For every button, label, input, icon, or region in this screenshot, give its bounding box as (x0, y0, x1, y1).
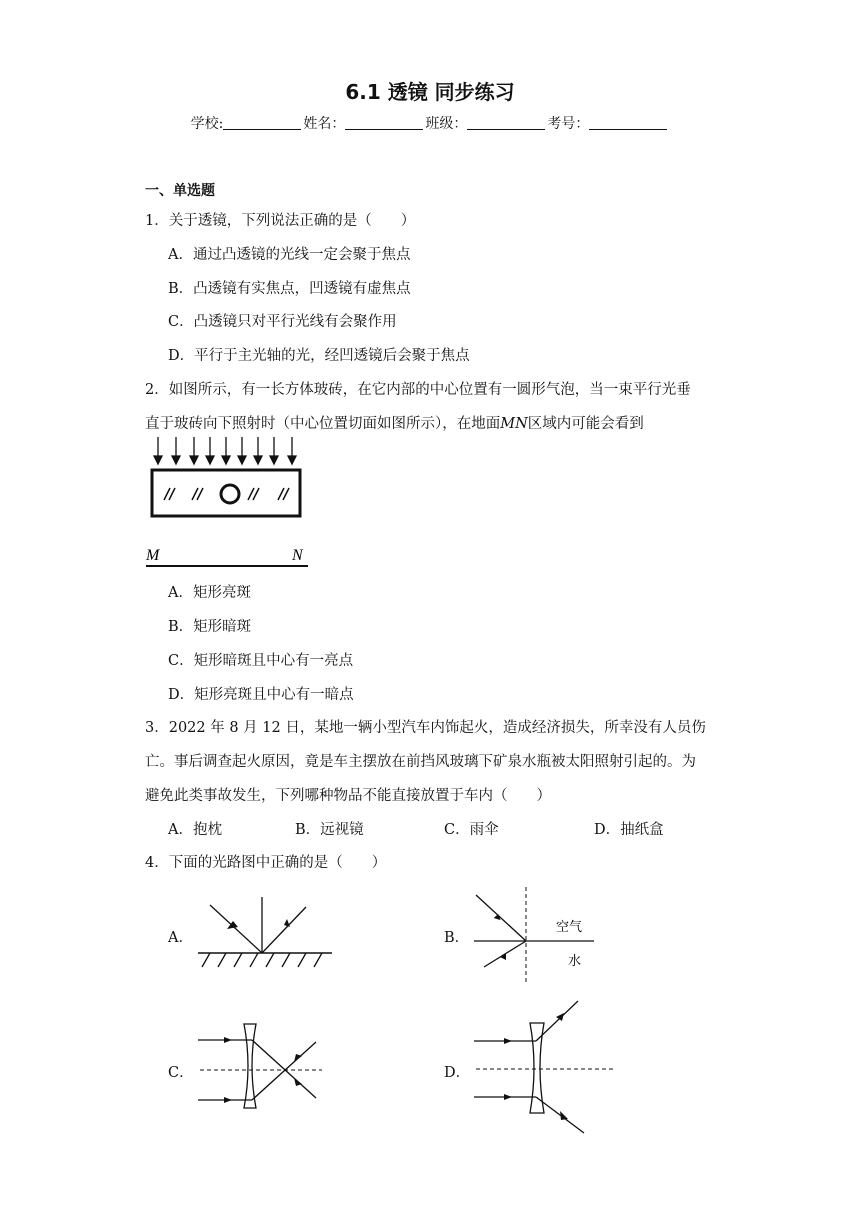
figure-b-refraction (470, 885, 600, 985)
figure-d-concave-lens (472, 995, 622, 1137)
question-4-option-b-label: B． (444, 930, 470, 946)
question-1-stem: 1．关于透镜，下列说法正确的是（ ） (145, 213, 416, 229)
concave-lens (244, 1024, 256, 1108)
mirror-hatch (202, 953, 322, 967)
glass-hatch-marks (164, 488, 289, 500)
question-4-option-a-label: A． (168, 930, 193, 946)
question-3-option-d: D．抽纸盒 (594, 822, 664, 838)
parallel-light-arrows (154, 437, 296, 464)
question-3-option-c: C．雨伞 (444, 822, 499, 838)
school-blank (223, 115, 301, 130)
class-label: 班级： (425, 116, 468, 132)
question-3-stem-line1: 3．2022 年 8 月 12 日，某地一辆小型汽车内饰起火，造成经济损失，所幸没有人员伤 (145, 720, 706, 736)
question-1-option-a: A．通过凸透镜的光线一定会聚于焦点 (168, 247, 411, 263)
page-title: 6.1 透镜 同步练习 (345, 80, 515, 104)
question-1-option-d: D．平行于主光轴的光，经凹透镜后会聚于焦点 (168, 348, 470, 364)
question-3-option-a: A．抱枕 (168, 822, 222, 838)
question-3-stem-line3: 避免此类事故发生，下列哪种物品不能直接放置于车内（ ） (145, 788, 551, 804)
figure-a-reflection (196, 895, 336, 975)
air-bubble (221, 485, 239, 503)
question-1-option-c: C．凸透镜只对平行光线有会聚作用 (168, 314, 397, 330)
glass-brick-figure (140, 432, 320, 572)
label-m: M (146, 547, 160, 564)
student-info-line (0, 113, 860, 133)
class-blank (467, 115, 545, 130)
label-water: 水 (568, 954, 582, 969)
question-2-mn: MN (500, 416, 528, 432)
question-3-stem-line2: 亡。事后调查起火原因，竟是车主摆放在前挡风玻璃下矿泉水瓶被太阳照射引起的。为 (145, 754, 696, 770)
question-2-stem-line2 (145, 412, 644, 433)
question-2-option-a: A．矩形亮斑 (168, 585, 251, 601)
question-4-option-d-label: D． (444, 1065, 471, 1081)
concave-lens-d (530, 1023, 544, 1113)
glass-brick (152, 470, 300, 516)
exam-label: 考号： (547, 116, 590, 132)
question-2-option-c: C．矩形暗斑且中心有一亮点 (168, 653, 354, 669)
label-air: 空气 (556, 920, 583, 935)
question-2-stem-line2b: 区域内可能会看到 (527, 416, 644, 432)
question-2-option-b: B．矩形暗斑 (168, 619, 252, 635)
label-n: N (292, 547, 303, 564)
question-1-option-b: B．凸透镜有实焦点，凹透镜有虚焦点 (168, 281, 411, 297)
figure-c-concave-lens (196, 1020, 336, 1112)
name-label: 姓名： (303, 116, 346, 132)
question-2-stem-line2a: 直于玻砖向下照射时（中心位置切面如图所示），在地面 (145, 416, 501, 432)
school-label: 学校: (190, 116, 224, 132)
question-4-stem: 4．下面的光路图中正确的是（ ） (145, 855, 387, 871)
name-blank (345, 115, 423, 130)
question-2-stem-line1: 2．如图所示，有一长方体玻砖，在它内部的中心位置有一圆形气泡，当一束平行光垂 (145, 382, 691, 398)
section-heading: 一、单选题 (145, 183, 215, 199)
exam-blank (589, 115, 667, 130)
question-2-option-d: D．矩形亮斑且中心有一暗点 (168, 687, 354, 703)
question-3-option-b: B．远视镜 (295, 822, 364, 838)
question-4-option-c-label: C． (168, 1065, 194, 1081)
